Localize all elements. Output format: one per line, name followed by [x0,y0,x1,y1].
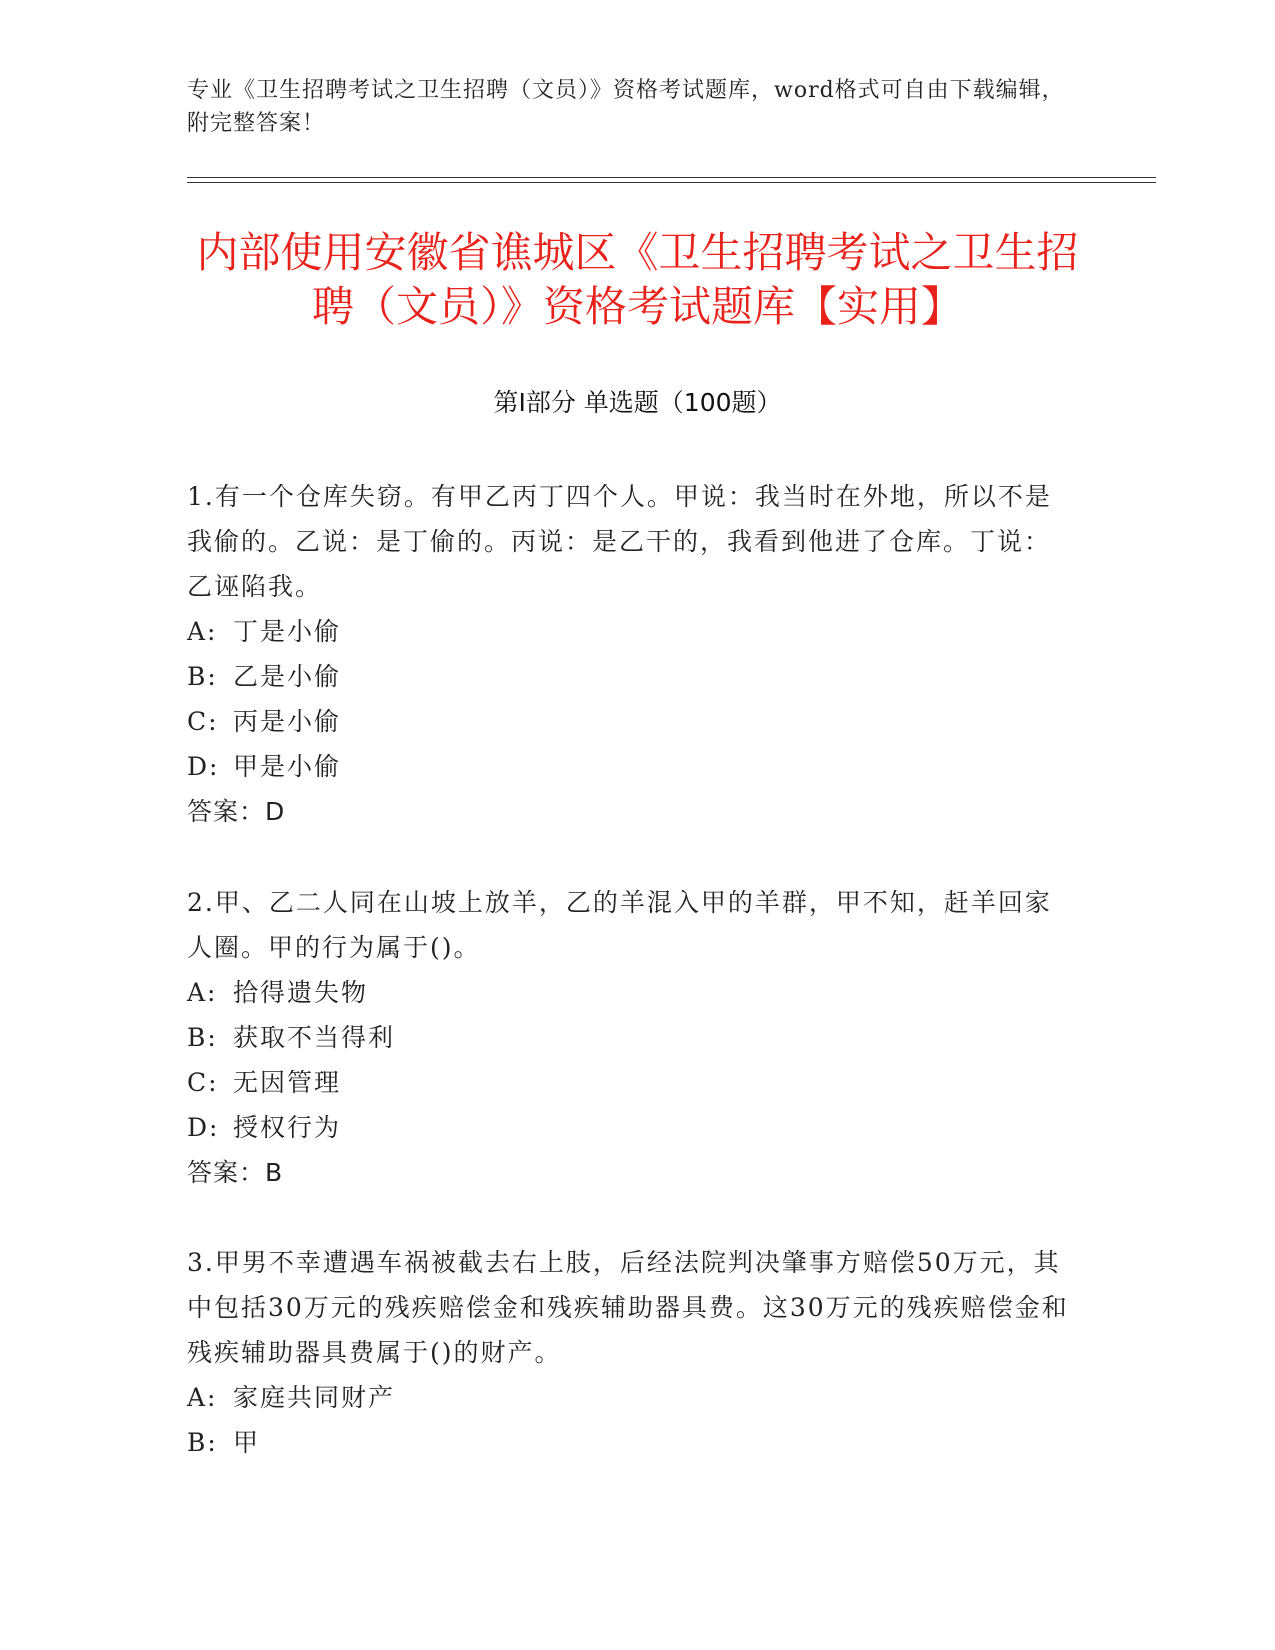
option-text: 获取不当得利 [233,1023,396,1052]
question-1 [187,474,1077,834]
header-note: 专业《卫生招聘考试之卫生招聘（文员）》资格考试题库，word格式可自由下载编辑，附完整答案！ [187,78,1065,136]
option-letter: A: [187,978,218,1007]
option-letter: C: [187,1068,219,1097]
option-b [187,1420,1077,1465]
question-text: 2.甲、乙二人同在山坡上放羊，乙的羊混入甲的羊群，甲不知，赶羊回家人圈。甲的行为属于()。 [187,888,1052,962]
option-b [187,654,1077,699]
document-title: 内部使用安徽省谯城区《卫生招聘考试之卫生招聘（文员）》资格考试题库【实用】 [196,228,1079,331]
option-a [187,970,1077,1015]
option-text: 甲 [233,1428,261,1457]
header-divider-bottom [187,182,1156,183]
section-heading: 第Ⅰ部分 单选题（100题） [493,388,782,417]
option-text: 甲是小偷 [233,752,342,781]
option-letter: B: [187,1428,218,1457]
option-b [187,1015,1077,1060]
option-a [187,1375,1077,1420]
answer-line: 答案：D [187,797,286,826]
option-text: 无因管理 [233,1068,342,1097]
option-text: 家庭共同财产 [233,1383,396,1412]
option-c [187,699,1077,744]
header-divider-top [187,177,1156,178]
answer-line: 答案：B [187,1158,284,1187]
option-letter: B: [187,1023,218,1052]
option-d [187,744,1077,789]
option-c [187,1060,1077,1105]
option-text: 拾得遗失物 [233,978,369,1007]
option-letter: D: [187,752,220,781]
option-d [187,1105,1077,1150]
option-letter: A: [187,617,218,646]
option-letter: D: [187,1113,220,1142]
question-2 [187,880,1077,1195]
option-letter: B: [187,662,218,691]
option-text: 授权行为 [233,1113,342,1142]
option-a [187,609,1077,654]
option-text: 丁是小偷 [233,617,342,646]
option-letter: A: [187,1383,218,1412]
option-text: 丙是小偷 [233,707,342,736]
option-letter: C: [187,707,219,736]
question-text: 3.甲男不幸遭遇车祸被截去右上肢，后经法院判决肇事方赔偿50万元，其中包括30万元的残疾赔偿金和残疾辅助器具费。这30万元的残疾赔偿金和残疾辅助器具费属于()的财产。 [187,1248,1069,1367]
question-3 [187,1240,1077,1465]
option-text: 乙是小偷 [233,662,342,691]
question-text: 1.有一个仓库失窃。有甲乙丙丁四个人。甲说：我当时在外地，所以不是我偷的。乙说：是丁偷的。丙说：是乙干的，我看到他进了仓库。丁说：乙诬陷我。 [187,482,1052,601]
